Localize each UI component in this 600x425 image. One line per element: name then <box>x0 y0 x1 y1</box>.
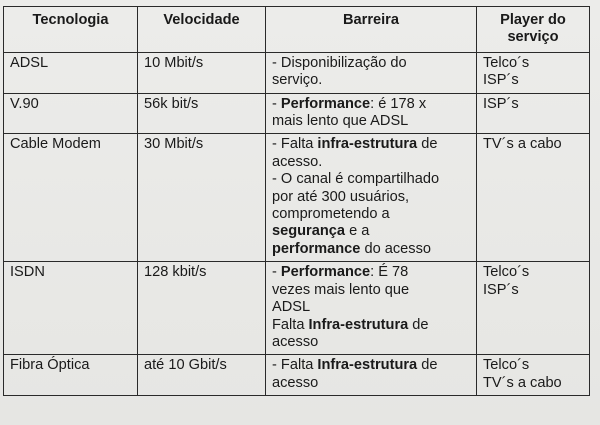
barrier-line <box>272 357 470 374</box>
barrier-text-bold: Infra-estrutura <box>317 357 418 374</box>
barrier-text-bold: Infra-estrutura <box>308 316 409 333</box>
barrier-text: por até 300 usuários, <box>272 188 410 205</box>
barrier-line <box>272 72 470 89</box>
player-line: Telco´s <box>483 264 530 281</box>
barrier-text-bold: infra-estrutura <box>317 136 418 153</box>
barrier-line <box>272 334 470 351</box>
barrier-text: - O canal é compartilhado <box>272 171 440 188</box>
barrier-line <box>272 171 470 188</box>
player-line: Telco´s <box>483 54 530 71</box>
cell-technology: ADSL <box>4 52 138 93</box>
table-body <box>4 52 590 395</box>
table-header <box>4 7 590 53</box>
barrier-line <box>272 317 470 334</box>
table-row <box>4 262 590 355</box>
header-barrier: Barreira <box>266 7 477 53</box>
player-line: TV´s a cabo <box>483 374 562 391</box>
cell-barrier <box>266 134 477 262</box>
barrier-text: - <box>272 95 281 112</box>
table-row <box>4 52 590 93</box>
cell-speed: até 10 Gbit/s <box>138 355 266 396</box>
barrier-text: - Falta <box>272 136 318 153</box>
barrier-text: vezes mais lento que <box>272 281 410 298</box>
cell-player <box>477 52 590 93</box>
player-line: Telco´s <box>483 357 530 374</box>
barrier-text: acesso. <box>272 153 323 170</box>
barrier-line <box>272 282 470 299</box>
barrier-text: mais lento que ADSL <box>272 113 409 130</box>
cell-speed: 30 Mbit/s <box>138 134 266 262</box>
cell-speed: 56k bit/s <box>138 93 266 134</box>
barrier-text-bold: Performance <box>280 264 371 281</box>
player-line: ISP´s <box>483 281 519 298</box>
barrier-line <box>272 299 470 316</box>
barrier-line <box>272 55 470 72</box>
barrier-line <box>272 223 470 240</box>
barrier-text: ADSL <box>272 299 311 316</box>
barrier-text: : É 78 <box>370 264 409 281</box>
header-row <box>4 7 590 53</box>
barrier-text: acesso <box>272 333 319 350</box>
barrier-line <box>272 206 470 223</box>
barrier-text: comprometendo a <box>272 206 390 223</box>
cell-player <box>477 134 590 262</box>
barrier-text-bold: performance <box>272 240 361 257</box>
barrier-line <box>272 96 470 113</box>
barrier-text: - Disponibilização do <box>272 54 407 71</box>
cell-player <box>477 93 590 134</box>
table-row <box>4 355 590 396</box>
barrier-text: : é 178 x <box>370 95 427 112</box>
cell-player <box>477 355 590 396</box>
barrier-text: do acesso <box>360 240 431 257</box>
barrier-line <box>272 375 470 392</box>
technology-comparison-table <box>3 6 590 396</box>
barrier-line <box>272 241 470 258</box>
cell-speed: 128 kbit/s <box>138 262 266 355</box>
barrier-text-bold: segurança <box>272 223 346 240</box>
barrier-text: serviço. <box>272 72 323 89</box>
barrier-line <box>272 189 470 206</box>
header-player-line: Player do <box>500 12 566 28</box>
cell-player <box>477 262 590 355</box>
barrier-text: de <box>417 136 438 153</box>
barrier-text: - <box>272 264 281 281</box>
cell-barrier <box>266 355 477 396</box>
cell-barrier <box>266 93 477 134</box>
cell-technology: V.90 <box>4 93 138 134</box>
barrier-text: - Falta <box>272 357 318 374</box>
header-technology: Tecnologia <box>4 7 138 53</box>
header-player-line: serviço <box>507 29 559 46</box>
table-row <box>4 134 590 262</box>
cell-barrier <box>266 262 477 355</box>
header-speed: Velocidade <box>138 7 266 53</box>
barrier-line <box>272 136 470 153</box>
barrier-line <box>272 113 470 130</box>
cell-technology: ISDN <box>4 262 138 355</box>
player-line: ISP´s <box>483 72 519 89</box>
cell-technology: Fibra Óptica <box>4 355 138 396</box>
barrier-text: de <box>417 357 438 374</box>
barrier-line <box>272 264 470 281</box>
barrier-text: e a <box>345 223 370 240</box>
barrier-line <box>272 154 470 171</box>
header-player <box>477 7 590 53</box>
table-row <box>4 93 590 134</box>
barrier-text: acesso <box>272 374 319 391</box>
barrier-text-bold: Performance <box>280 95 371 112</box>
barrier-text: Falta <box>272 316 309 333</box>
barrier-text: de <box>408 316 429 333</box>
cell-speed: 10 Mbit/s <box>138 52 266 93</box>
player-line: TV´s a cabo <box>483 136 562 153</box>
cell-technology: Cable Modem <box>4 134 138 262</box>
player-line: ISP´s <box>483 95 519 112</box>
cell-barrier <box>266 52 477 93</box>
